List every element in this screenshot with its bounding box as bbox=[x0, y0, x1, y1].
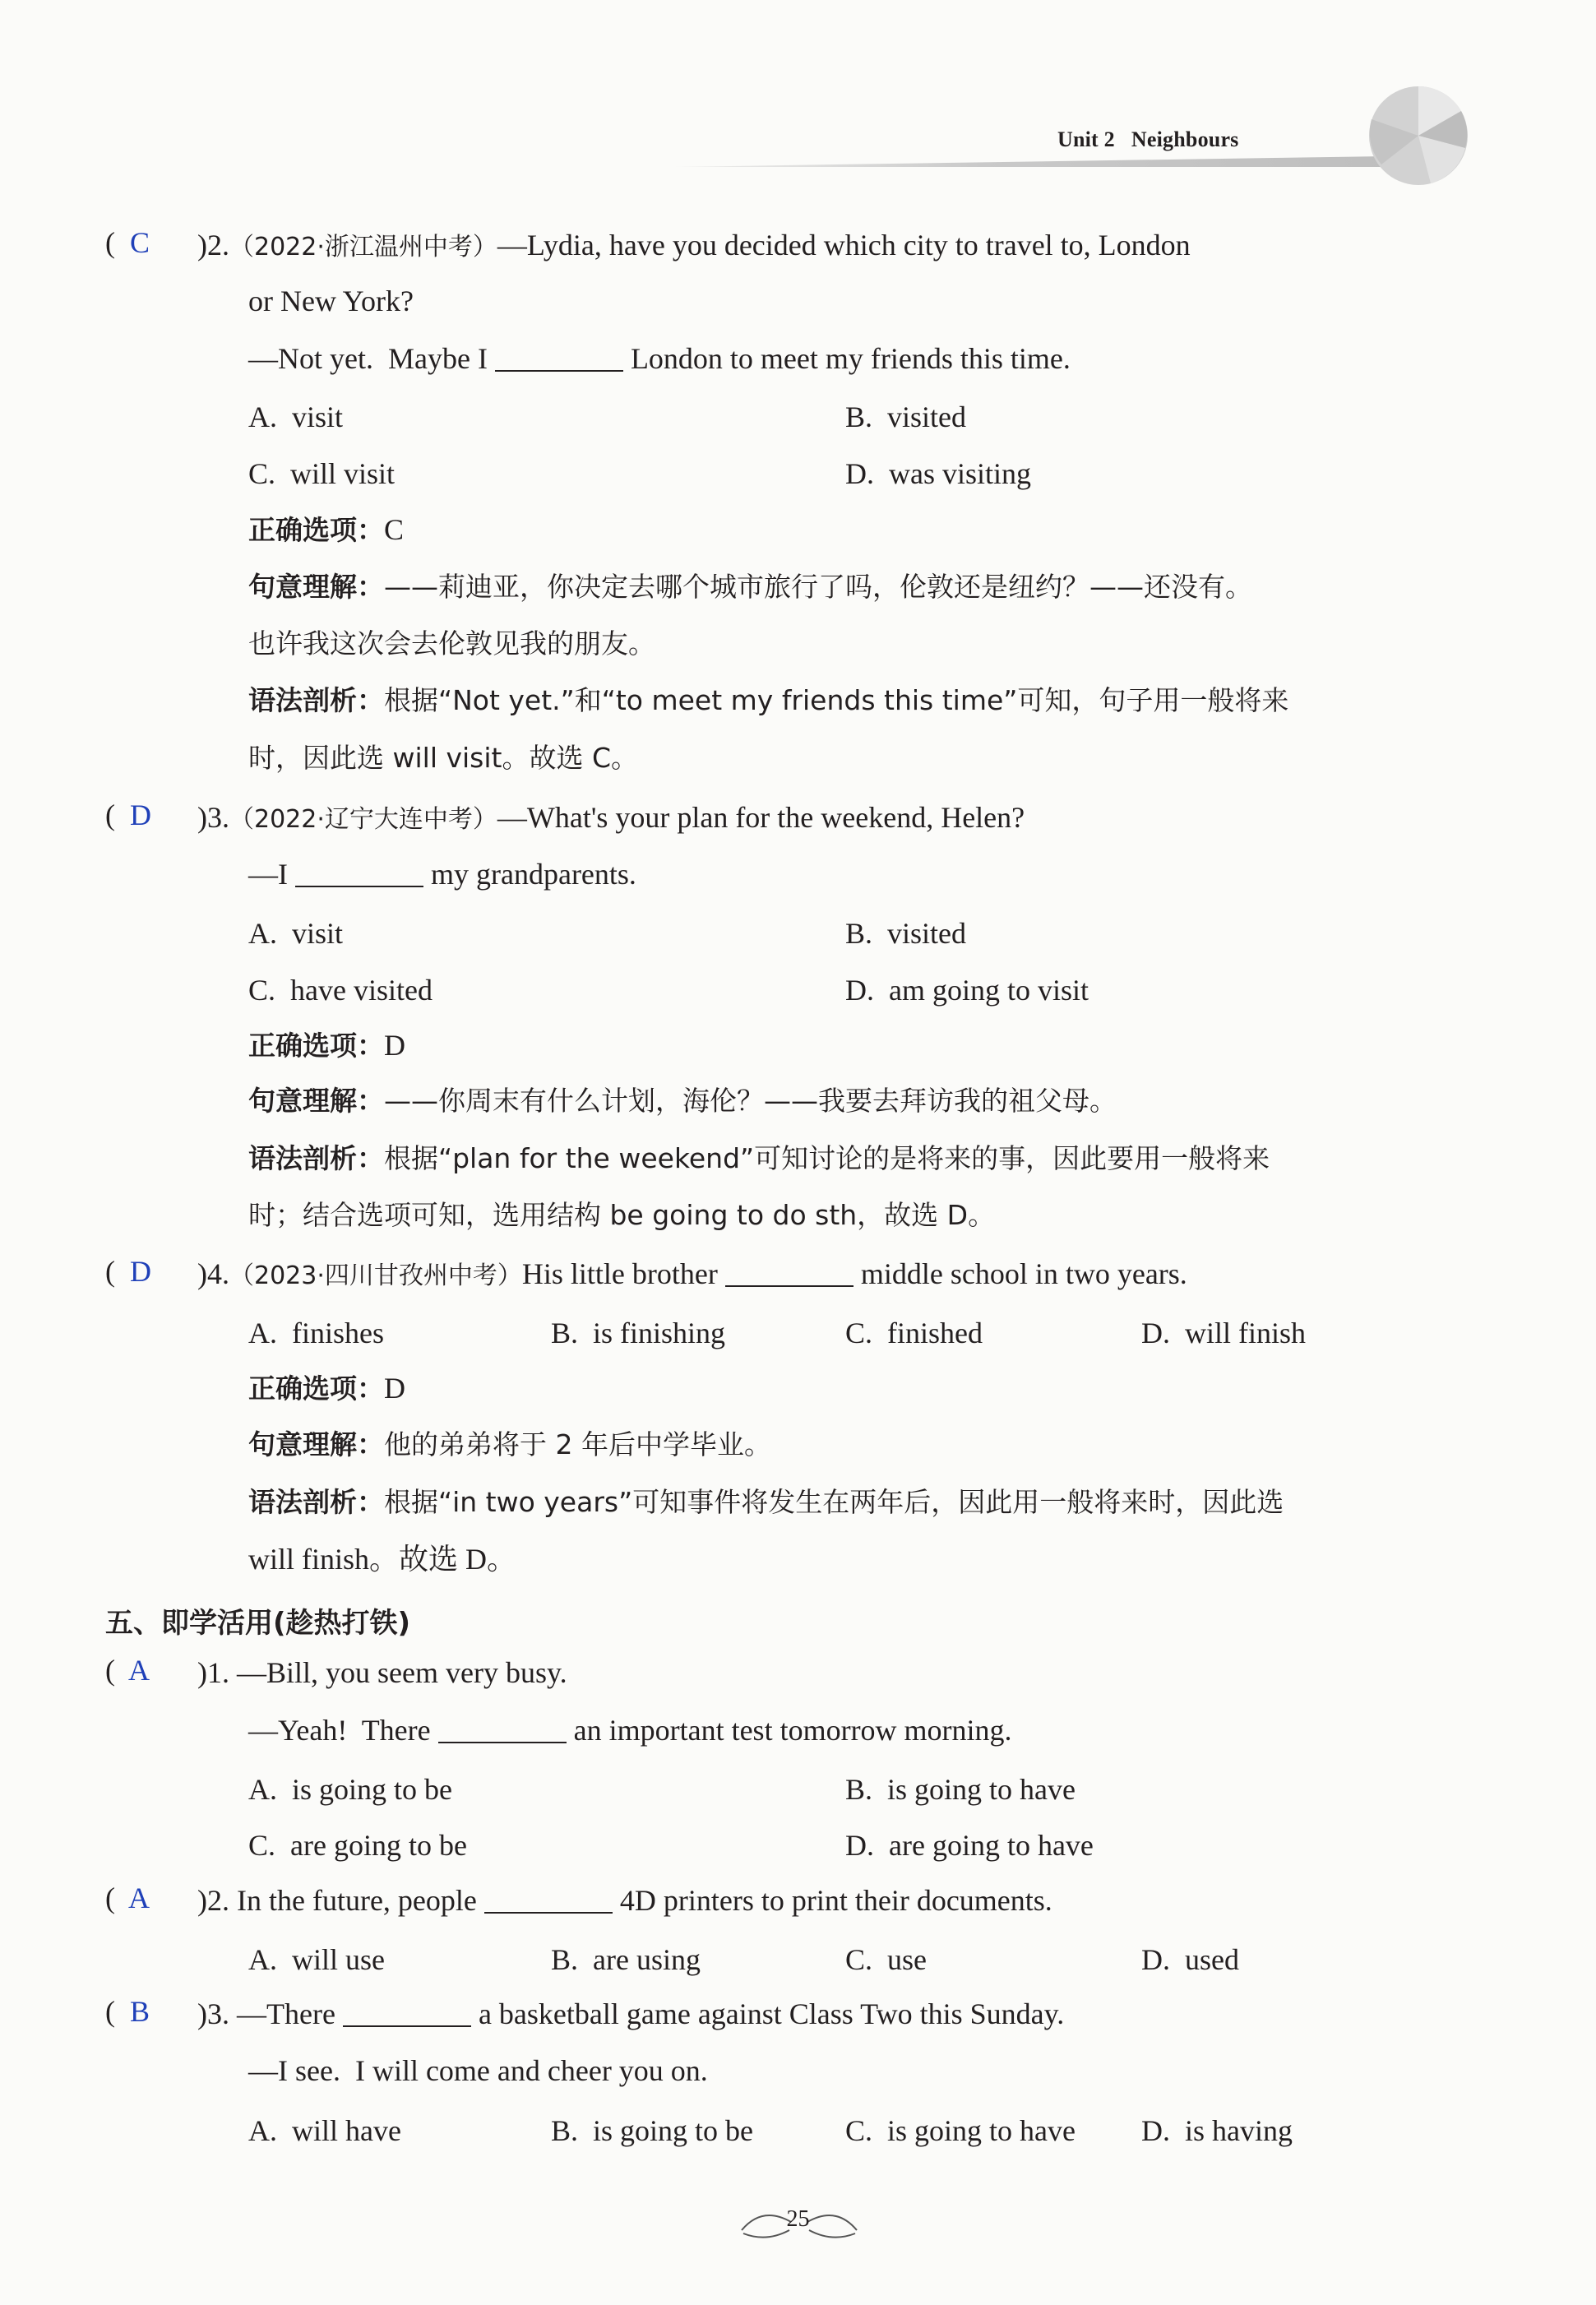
answer-blank bbox=[295, 885, 423, 887]
question-number: )2. bbox=[197, 1884, 229, 1917]
option: D. will finish bbox=[1141, 1317, 1307, 1349]
answer-letter: A bbox=[128, 1881, 150, 1914]
header-banner bbox=[674, 127, 1414, 177]
option: B. visited bbox=[845, 917, 967, 950]
option: D. is having bbox=[1141, 2114, 1293, 2147]
answer-bracket: ( A bbox=[105, 1654, 150, 1687]
correct-answer: 正确选项：D bbox=[248, 1372, 405, 1405]
option: A. will have bbox=[248, 2114, 401, 2147]
question-text: —Lydia, have you decided which city to travel to, London bbox=[497, 229, 1191, 262]
option: C. finished bbox=[845, 1317, 983, 1349]
source-tag: （2022·辽宁大连中考） bbox=[229, 805, 497, 834]
answer-blank bbox=[438, 1741, 567, 1743]
answer-letter: D bbox=[130, 798, 151, 831]
meaning: 也许我这次会去伦敦见我的朋友。 bbox=[248, 627, 655, 660]
meaning: 句意理解：他的弟弟将于 2 年后中学毕业。 bbox=[248, 1428, 771, 1460]
correct-answer: 正确选项：C bbox=[248, 513, 405, 546]
answer-letter: B bbox=[130, 1995, 150, 2028]
answer-bracket: ( C bbox=[105, 226, 150, 259]
question-text: —I my grandparents. bbox=[248, 858, 636, 891]
option: C. have visited bbox=[248, 974, 433, 1007]
question-number: )3. bbox=[197, 801, 229, 834]
correct-answer: 正确选项：D bbox=[248, 1029, 405, 1062]
question-line: )3. —There a basketball game against Class Two this Sunday. bbox=[197, 1997, 1065, 2030]
question-text: —I see. I will come and cheer you on. bbox=[248, 2054, 708, 2087]
question-line: )2. In the future, people 4D printers to print their documents. bbox=[197, 1884, 1052, 1917]
source-tag: （2023·四川甘孜州中考） bbox=[229, 1261, 522, 1290]
option: B. are using bbox=[551, 1943, 701, 1976]
option: C. is going to have bbox=[845, 2114, 1076, 2147]
answer-bracket: ( D bbox=[105, 798, 151, 831]
section-title: 五、即学活用(趁热打铁) bbox=[105, 1607, 411, 1640]
page-number: 25 bbox=[786, 2206, 810, 2232]
question-text: —What's your plan for the weekend, Helen? bbox=[497, 801, 1025, 834]
grammar: 语法剖析：根据“in two years”可知事件将发生在两年后，因此用一般将来时，因此选 bbox=[248, 1486, 1284, 1518]
answer-blank bbox=[725, 1284, 854, 1287]
option: C. will visit bbox=[248, 457, 396, 490]
grammar: 时；结合选项可知，选用结构 be going to do sth，故选 D。 bbox=[248, 1199, 996, 1231]
option: A. will use bbox=[248, 1943, 385, 1976]
option: C. are going to be bbox=[248, 1829, 467, 1862]
option: A. visit bbox=[248, 400, 344, 433]
header-decoration bbox=[674, 155, 1439, 167]
grammar: 时，因此选 will visit。故选 C。 bbox=[248, 742, 639, 774]
question-line bbox=[197, 803, 1025, 832]
answer-blank bbox=[495, 369, 623, 372]
option: A. finishes bbox=[248, 1317, 384, 1349]
question-line: )4.（2023·四川甘孜州中考）His little brother middle school in two years. bbox=[197, 1257, 1187, 1290]
option: B. visited bbox=[845, 400, 967, 433]
meaning: 句意理解：——你周末有什么计划，海伦？——我要去拜访我的祖父母。 bbox=[248, 1085, 1117, 1117]
answer-letter: D bbox=[130, 1255, 151, 1288]
option: B. is going to have bbox=[845, 1773, 1076, 1806]
question-number: )1. bbox=[197, 1656, 229, 1689]
question-text: or New York? bbox=[248, 285, 414, 317]
option: D. am going to visit bbox=[845, 974, 1089, 1007]
option: D. used bbox=[1141, 1943, 1239, 1976]
question-number: )4. bbox=[197, 1257, 229, 1290]
option: C. use bbox=[845, 1943, 927, 1976]
header-title: Unit 2 Neighbours bbox=[1057, 127, 1239, 151]
question-number: )3. bbox=[197, 1997, 229, 2030]
grammar: will finish。故选 D。 bbox=[248, 1543, 517, 1576]
option: B. is going to be bbox=[551, 2114, 754, 2147]
question-line bbox=[197, 230, 1191, 260]
question-number: )2. bbox=[197, 229, 229, 262]
option: A. is going to be bbox=[248, 1773, 452, 1806]
meaning: 句意理解：——莉迪亚，你决定去哪个城市旅行了吗，伦敦还是纽约？——还没有。 bbox=[248, 571, 1252, 603]
header-disc-icon bbox=[1365, 82, 1472, 189]
question-text: —Yeah! There an important test tomorrow morning. bbox=[248, 1714, 1012, 1747]
answer-letter: C bbox=[130, 226, 150, 259]
answer-blank bbox=[484, 1911, 613, 1914]
grammar: 语法剖析：根据“plan for the weekend”可知讨论的是将来的事，因此要用一般将来 bbox=[248, 1142, 1270, 1174]
answer-bracket: ( A bbox=[105, 1881, 150, 1914]
option: B. is finishing bbox=[551, 1317, 726, 1349]
option: A. visit bbox=[248, 917, 344, 950]
option: D. are going to have bbox=[845, 1829, 1094, 1862]
answer-letter: A bbox=[128, 1654, 150, 1687]
source-tag: （2022·浙江温州中考） bbox=[229, 233, 497, 262]
answer-bracket: ( D bbox=[105, 1255, 151, 1288]
grammar: 语法剖析：根据“Not yet.”和“to meet my friends this time”可知，句子用一般将来 bbox=[248, 684, 1289, 716]
option: D. was visiting bbox=[845, 457, 1032, 490]
answer-bracket: ( B bbox=[105, 1995, 150, 2028]
question-text: —Not yet. Maybe I London to meet my friends this time. bbox=[248, 342, 1071, 375]
question-line: )1. —Bill, you seem very busy. bbox=[197, 1656, 567, 1689]
answer-blank bbox=[343, 2025, 471, 2027]
